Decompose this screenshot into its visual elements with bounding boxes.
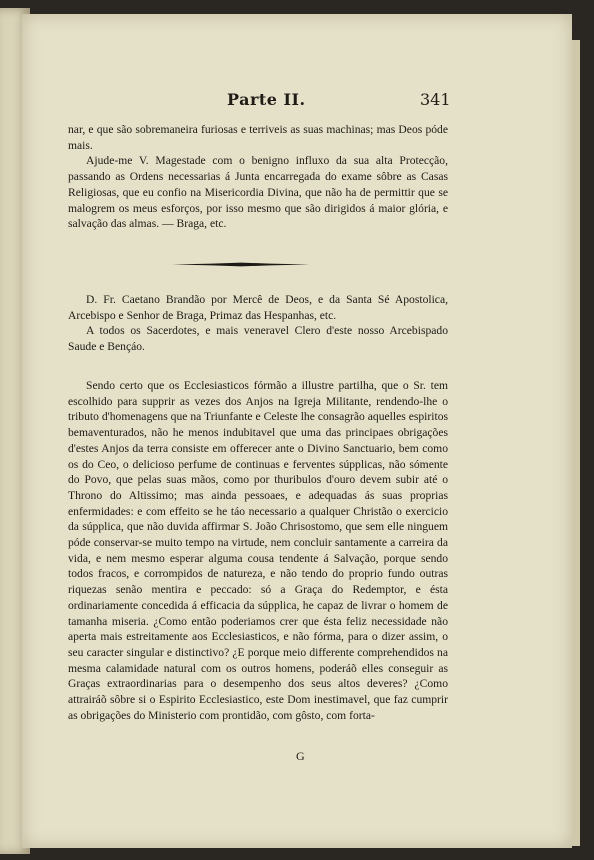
page-header <box>60 90 460 114</box>
catchword: G <box>296 749 305 763</box>
running-head: Parte II. <box>227 90 306 109</box>
paragraph: Ajude-me V. Magestade com o benigno influxo da sua alta Protecção, passando as Ordens necessarias á Junta encarregada do exame sôbre as Casas Religiosas, que eu confio na Misericordia Divina, que não ha de permittir que se malogrem os meus esforços, por isso mesmo que são dirigidos á maior glória, e salvação das almas. — Braga, etc. <box>68 154 448 231</box>
paragraph: Sendo certo que os Ecclesiasticos fórmão a illustre partilha, que o Sr. tem escolhido para supprir as vezes dos Anjos na Igreja Militante, rendendo-lhe o tributo d'homenagens que na Triunfante e Celeste lhe consagrão aquelles espiritos bemaventurados, não he menos indubitavel que uma das principaes obrigações d'estes Anjos da terra consiste em offerecer ante o Divino Sanctuario, bem como os do Ceo, o delicioso perfume de continuas e ferventes súpplicas, não sómente do Povo, que pelas suas mãos, como por thuribulos d'ouro devem subir até o Throno do Altissimo; mas ainda pessoaes, e adequadas ás suas proprias enfermidades: e com effeito se he táo necessario a qualquer Christão o exercicio da súpplica, que não duvida affirmar S. João Chrisostomo, que sem elle ninguem póde conservar-se muito tempo na virtude, nem concluir santamente a carreira da vida, e nem mesmo esperar alguma cousa tendente á Salvação, porque sendo todos fracos, e corrompidos de natureza, e não tendo do proprio fundo outras riquezas senão mentira e peccado: só a Graça do Redemptor, e ésta ordinariamente concedida á efficacia da súpplica, he capaz de livrar o homem de tamanha miseria. ¿Como então poderiamos crer que ésta feliz necessidade não aperta mais estreitamente aos Ecclesiasticos, e não fórma, para o dizer assim, o seu caracter singular e distinctivo? ¿E porque meio differente comprehendidos na mesma calamidade natural com os outros homens, poderáõ elles conseguir as Graças extraordinarias para o desempenho dos seus altos deveres? ¿Como attrairáõ sôbre si o Espirito Ecclesiastico, este Dom inestimavel, que faz cumprir as obrigações do Ministerio com prontidão, com gôsto, com forta- <box>68 379 448 722</box>
top-text-block <box>68 122 448 232</box>
page-stack-edge <box>572 40 580 846</box>
body-text-block <box>68 378 448 723</box>
address-block <box>68 292 448 355</box>
page-number: 341 <box>420 90 451 109</box>
ornamental-rule <box>172 262 310 267</box>
address-paragraph: A todos os Sacerdotes, e mais veneravel Clero d'este nosso Arcebispado Saude e Bençáo. <box>68 324 448 354</box>
address-paragraph: D. Fr. Caetano Brandão por Mercê de Deos, e da Santa Sé Apostolica, Arcebispo e Senhor de Braga, Primaz das Hespanhas, etc. <box>68 293 448 322</box>
paragraph: nar, e que são sobremaneira furiosas e terriveis as suas machinas; mas Deos póde mais. <box>68 123 448 152</box>
